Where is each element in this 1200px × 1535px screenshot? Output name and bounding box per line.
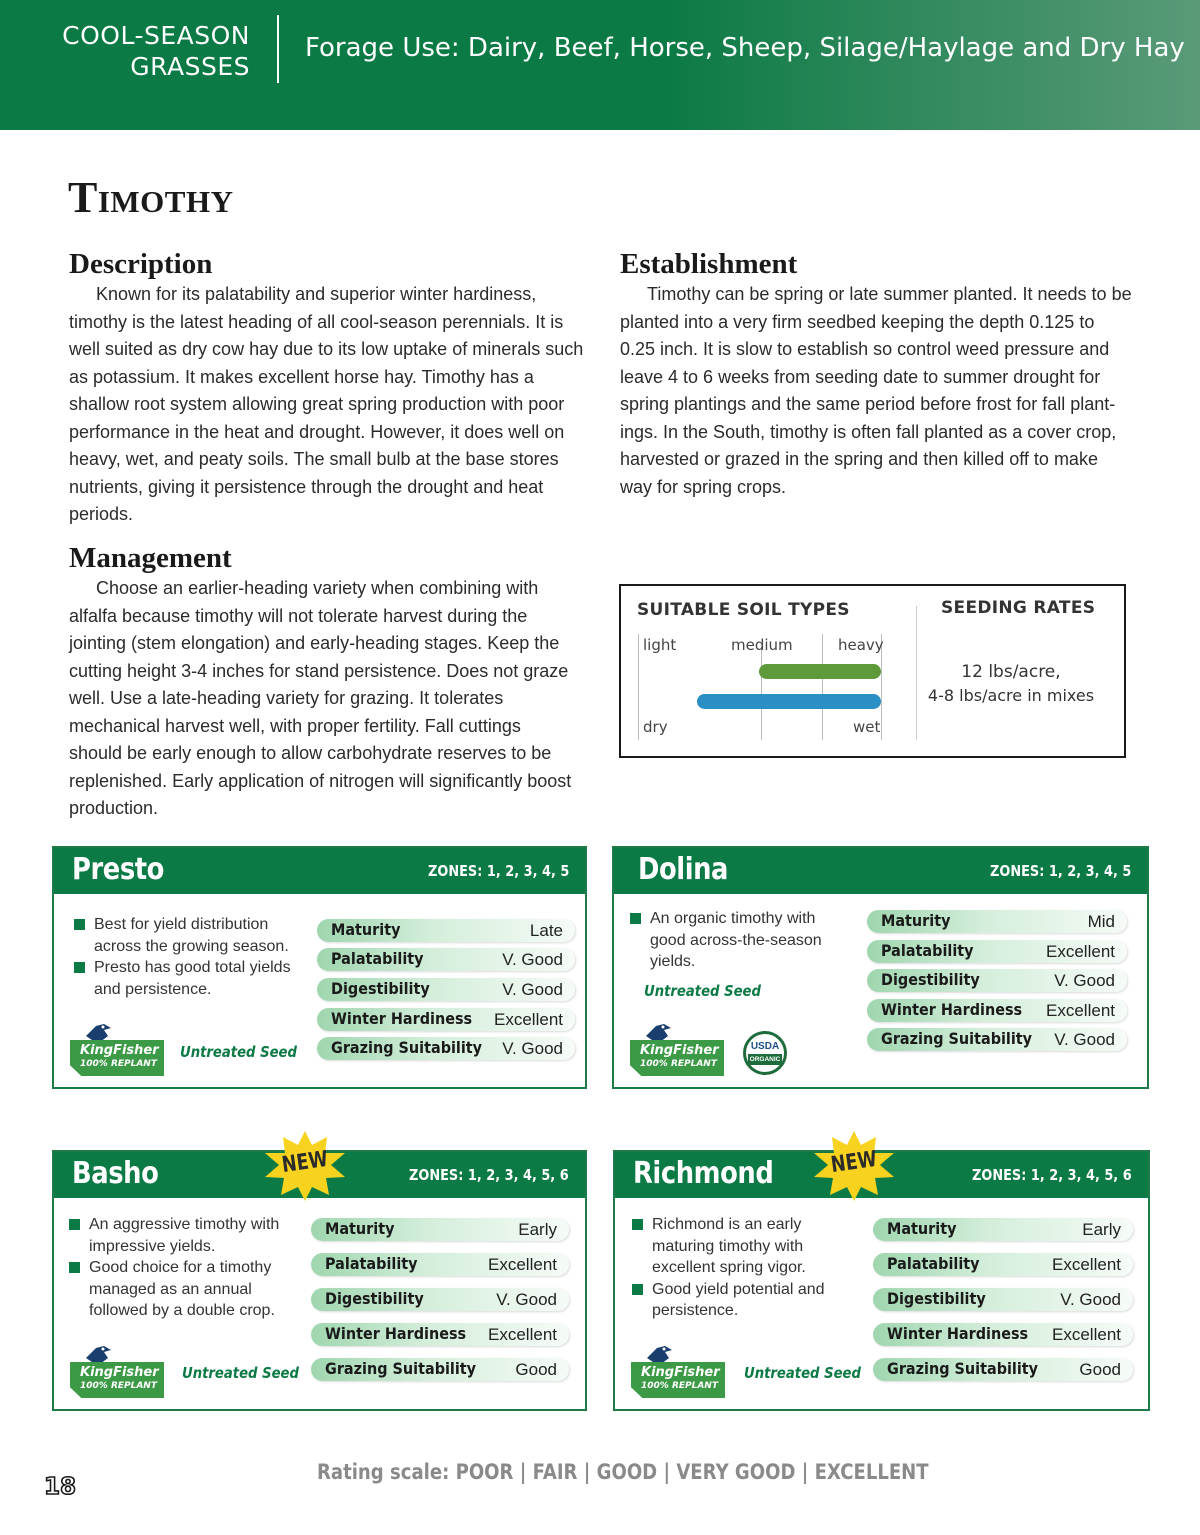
management-text: Choose an earlier-heading variety when combining with alfalfa because timothy will not tolerate harvest during the jointing (stem elongation) and early-heading stages. Keep the cutting height 3-4 inches for stand persistence. Does not graze well. Use a late-heading variety for grazing. It tolerates mechanical harvest well, with proper fertility. Fall cuttings should be early enough to allow carbohydrate reserves to be replenished. Early application of nitrogen will significantly boost production. xyxy=(69,578,572,818)
kingfisher-logo xyxy=(68,1344,168,1406)
rating-digestibility xyxy=(873,1288,1133,1311)
rating-label: Palatability xyxy=(881,941,974,960)
rating-digestibility xyxy=(317,978,575,1001)
rating-value: Early xyxy=(1082,1220,1121,1239)
seeding-rate-values xyxy=(921,660,1101,708)
rating-label: Palatability xyxy=(325,1254,418,1273)
soil-wet-label: wet xyxy=(853,718,881,736)
establishment-heading: Establishment xyxy=(620,248,798,280)
rating-value: Excellent xyxy=(1046,942,1115,961)
rating-label: Maturity xyxy=(881,911,951,930)
rating-label: Winter Hardiness xyxy=(331,1009,473,1028)
new-badge-text: NEW xyxy=(280,1146,330,1179)
rating-value: Late xyxy=(529,921,563,940)
soil-heavy-label: heavy xyxy=(838,636,884,654)
untreated-seed-label: Untreated Seed xyxy=(182,1364,299,1382)
rating-label: Grazing Suitability xyxy=(881,1029,1033,1048)
untreated-seed-label: Untreated Seed xyxy=(180,1043,297,1061)
variety-name: Richmond xyxy=(633,1156,774,1191)
rating-palatability xyxy=(311,1253,569,1276)
variety-name: Basho xyxy=(72,1156,159,1191)
rating-label: Maturity xyxy=(331,920,401,939)
rating-value: V. Good xyxy=(1054,1030,1115,1049)
rating-value: Excellent xyxy=(1046,1001,1115,1020)
section-label-line1: COOL-SEASON xyxy=(62,21,250,50)
organic-text: ORGANIC xyxy=(749,1056,781,1063)
rating-winter-hardiness xyxy=(311,1323,569,1346)
kingfisher-logo xyxy=(68,1022,168,1084)
bullet-item: An aggressive timothy with impressive yields. xyxy=(69,1214,299,1257)
soil-grid-line xyxy=(761,646,762,740)
untreated-seed-label: Untreated Seed xyxy=(744,1364,861,1382)
variety-bullets xyxy=(632,1214,847,1322)
rating-label: Palatability xyxy=(331,949,424,968)
soil-grid-line xyxy=(822,634,823,740)
rating-palatability xyxy=(317,948,575,971)
management-heading: Management xyxy=(69,542,232,574)
rating-value: Good xyxy=(1079,1360,1121,1379)
rating-label: Digestibility xyxy=(325,1289,424,1308)
kingfisher-logo xyxy=(628,1022,728,1084)
kingfisher-name: KingFisher xyxy=(640,1043,719,1058)
rating-digestibility xyxy=(311,1288,569,1311)
kingfisher-name: KingFisher xyxy=(641,1365,720,1380)
kingfisher-logo xyxy=(629,1344,729,1406)
new-badge-text: NEW xyxy=(829,1146,879,1179)
rating-value: V. Good xyxy=(1054,971,1115,990)
page-title: Timothy xyxy=(68,173,234,222)
rating-value: Excellent xyxy=(1052,1325,1121,1344)
header-divider xyxy=(277,15,279,83)
establishment-text: Timothy can be spring or late summer planted. It needs to be planted into a very firm seedbed keeping the depth 0.125 to 0.25 inch. It is slow to establish so control weed pressure and leave 4 to 6 weeks from seeding date to summer drought for spring plantings and the same period before frost for fall plant-ings. In the South, timothy is often fall planted as a cover crop, harvested or grazed in the spring and then killed off to make way for spring crops. xyxy=(620,284,1132,497)
untreated-seed-label: Untreated Seed xyxy=(644,982,761,1000)
seeding-rate-1: 12 lbs/acre, xyxy=(961,662,1061,682)
rating-label: Maturity xyxy=(325,1219,395,1238)
soil-texture-range-bar xyxy=(759,664,881,679)
box-divider xyxy=(916,606,917,740)
card-header xyxy=(614,848,1147,894)
kingfisher-sub: 100% REPLANT xyxy=(641,1381,718,1391)
rating-winter-hardiness xyxy=(873,1323,1133,1346)
bullet-item: Good yield potential and persistence. xyxy=(632,1279,847,1322)
soil-dry-label: dry xyxy=(643,718,668,736)
rating-label: Winter Hardiness xyxy=(887,1324,1029,1343)
bullet-item: An organic timothy with good across-the-season yields. xyxy=(630,908,840,973)
bullet-item: Best for yield distribution across the growing season. xyxy=(74,914,299,957)
variety-zones: ZONES: 1, 2, 3, 4, 5, 6 xyxy=(972,1166,1132,1184)
soil-grid-line xyxy=(638,634,639,740)
rating-value: V. Good xyxy=(502,950,563,969)
rating-value: Good xyxy=(515,1360,557,1379)
variety-zones: ZONES: 1, 2, 3, 4, 5 xyxy=(427,862,569,880)
rating-winter-hardiness xyxy=(867,999,1127,1022)
section-label xyxy=(62,20,250,82)
variety-zones: ZONES: 1, 2, 3, 4, 5 xyxy=(989,862,1131,880)
rating-value: Excellent xyxy=(494,1010,563,1029)
usda-organic-seal xyxy=(743,1031,787,1075)
rating-value: Mid xyxy=(1087,912,1115,931)
rating-label: Digestibility xyxy=(331,979,430,998)
variety-card-presto xyxy=(52,846,587,1089)
rating-maturity xyxy=(867,910,1127,933)
variety-card-dolina xyxy=(612,846,1149,1089)
bullet-item: Richmond is an early maturing timothy with excellent spring vigor. xyxy=(632,1214,847,1279)
rating-value: Early xyxy=(518,1220,557,1239)
description-text: Known for its palatability and superior winter hardiness, timothy is the latest heading of all cool-season perennials. It is well suited as dry cow hay due to its low uptake of minerals such as potassium. It makes excellent horse hay. Timothy has a shallow root system allowing great spring production with poor performance in the heat and drought. However, it does well on heavy, wet, and peaty soils. The small bulb at the base stores nutrients, giving it persistence through the drought and heat periods. xyxy=(69,284,584,524)
rating-winter-hardiness xyxy=(317,1008,575,1031)
rating-label: Maturity xyxy=(887,1219,957,1238)
rating-grazing-suitability xyxy=(317,1037,575,1060)
rating-label: Winter Hardiness xyxy=(881,1000,1023,1019)
kingfisher-sub: 100% REPLANT xyxy=(80,1381,157,1391)
rating-label: Digestibility xyxy=(881,970,980,989)
soil-moisture-range-bar xyxy=(697,694,881,709)
new-badge-basho xyxy=(263,1131,347,1201)
rating-grazing-suitability xyxy=(867,1028,1127,1051)
rating-label: Palatability xyxy=(887,1254,980,1273)
rating-maturity xyxy=(873,1218,1133,1241)
rating-grazing-suitability xyxy=(873,1358,1133,1381)
rating-maturity xyxy=(317,919,575,942)
variety-bullets xyxy=(630,908,840,973)
page-number: 18 xyxy=(44,1474,77,1500)
kingfisher-name: KingFisher xyxy=(80,1043,159,1058)
card-header xyxy=(54,848,585,894)
kingfisher-sub: 100% REPLANT xyxy=(640,1059,717,1069)
variety-name: Dolina xyxy=(638,852,729,887)
soil-medium-label: medium xyxy=(731,636,793,654)
new-badge-richmond xyxy=(812,1131,896,1201)
rating-value: V. Good xyxy=(1060,1290,1121,1309)
rating-value: V. Good xyxy=(496,1290,557,1309)
forage-use: Forage Use: Dairy, Beef, Horse, Sheep, Silage/Haylage and Dry Hay xyxy=(305,33,1185,63)
soil-seeding-box xyxy=(619,584,1126,758)
soil-types-title: SUITABLE SOIL TYPES xyxy=(637,600,850,620)
soil-light-label: light xyxy=(643,636,677,654)
seeding-rates-title: SEEDING RATES xyxy=(941,598,1096,618)
bullet-item: Presto has good total yields and persistence. xyxy=(74,957,299,1000)
kingfisher-sub: 100% REPLANT xyxy=(80,1059,157,1069)
bullet-item: Good choice for a timothy managed as an annual followed by a double crop. xyxy=(69,1257,299,1322)
seeding-rate-2: 4-8 lbs/acre in mixes xyxy=(927,686,1095,705)
rating-value: Excellent xyxy=(1052,1255,1121,1274)
rating-label: Winter Hardiness xyxy=(325,1324,467,1343)
variety-name: Presto xyxy=(72,852,164,887)
usda-text: USDA xyxy=(750,1041,780,1052)
rating-label: Grazing Suitability xyxy=(325,1359,477,1378)
rating-value: V. Good xyxy=(502,980,563,999)
rating-palatability xyxy=(873,1253,1133,1276)
rating-palatability xyxy=(867,940,1127,963)
description-heading: Description xyxy=(69,248,213,280)
rating-value: Excellent xyxy=(488,1255,557,1274)
variety-bullets xyxy=(74,914,299,1000)
rating-value: V. Good xyxy=(502,1039,563,1058)
section-label-line2: GRASSES xyxy=(130,52,250,81)
rating-label: Grazing Suitability xyxy=(887,1359,1039,1378)
variety-bullets xyxy=(69,1214,299,1322)
rating-label: Grazing Suitability xyxy=(331,1038,483,1057)
kingfisher-name: KingFisher xyxy=(80,1365,159,1380)
header-band xyxy=(0,0,1200,130)
rating-scale: Rating scale: POOR | FAIR | GOOD | VERY GOOD | EXCELLENT xyxy=(317,1460,929,1484)
rating-label: Digestibility xyxy=(887,1289,986,1308)
variety-zones: ZONES: 1, 2, 3, 4, 5, 6 xyxy=(409,1166,569,1184)
rating-value: Excellent xyxy=(488,1325,557,1344)
rating-grazing-suitability xyxy=(311,1358,569,1381)
rating-maturity xyxy=(311,1218,569,1241)
rating-digestibility xyxy=(867,969,1127,992)
